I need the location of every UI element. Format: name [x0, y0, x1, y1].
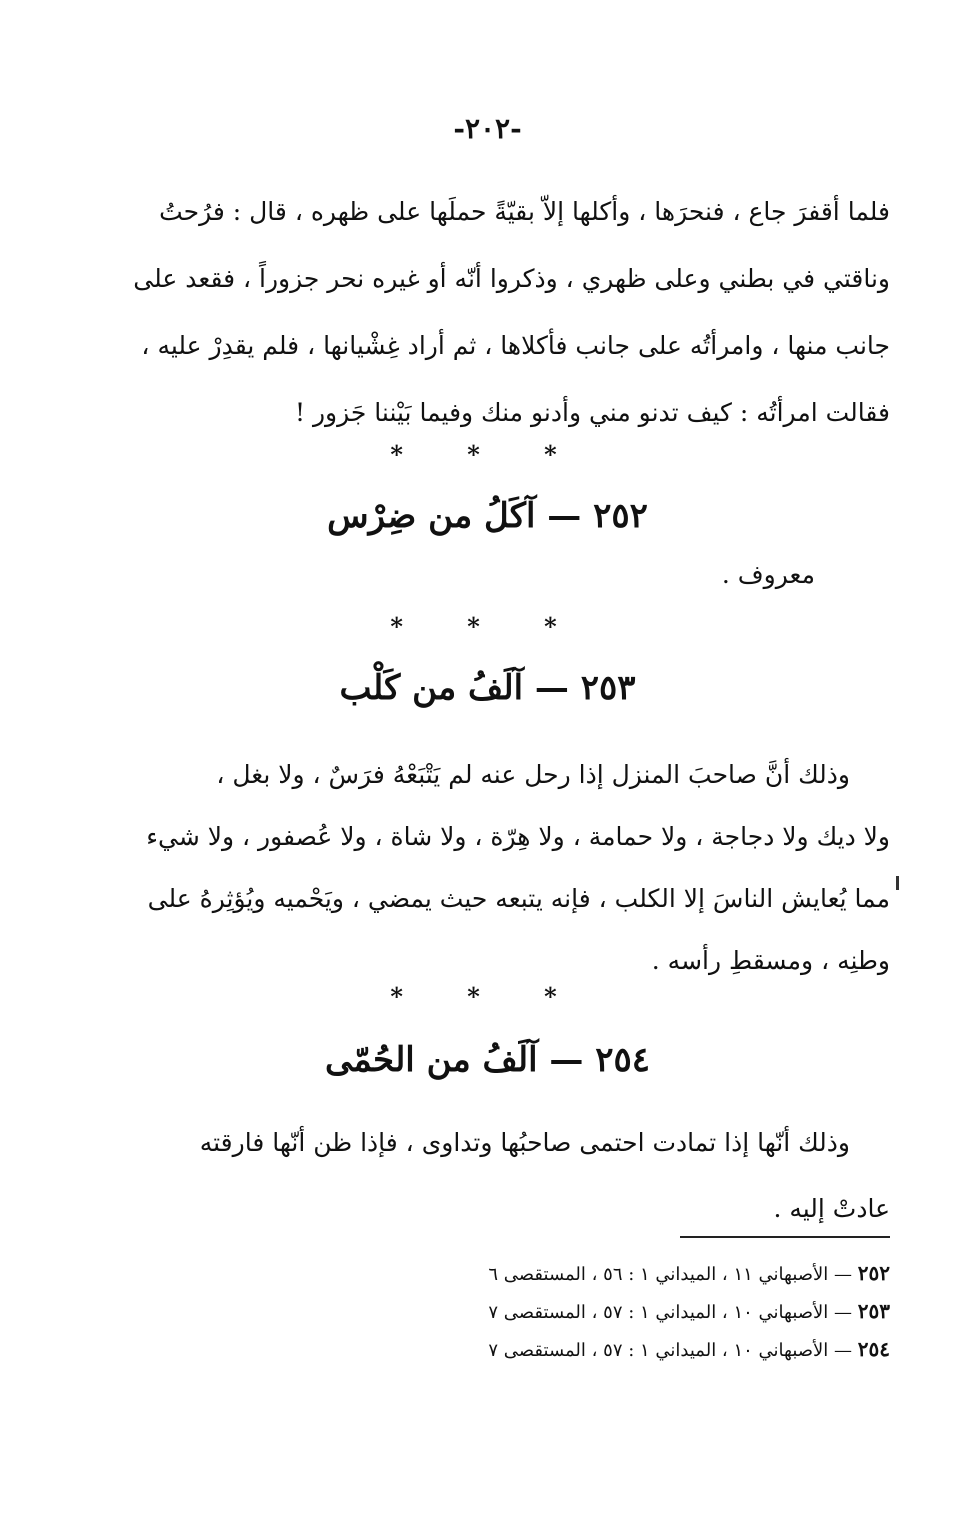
footnote-item — [390, 1254, 890, 1292]
footnote-item — [390, 1292, 890, 1330]
paragraph-line: وذلك أنّها إذا تمادت احتمى صاحبُها وتداوى ، فإذا ظن أنّها فارقته — [199, 1128, 850, 1157]
paragraph-line: معروف . — [721, 560, 815, 589]
paragraph-line: وطنِه ، ومسقطِ رأسه . — [651, 946, 890, 975]
footnote-number: ٢٥٣ — [857, 1299, 890, 1323]
entry-252-heading: ٢٥٢ — آكَلُ من ضِرْس — [327, 496, 648, 536]
paragraph-line: جانب منها ، وامرأتُه على جانب فأكلاها ، ثم أراد غِشْيانها ، فلم يقدِرْ عليه ، — [141, 331, 890, 360]
paragraph-line: ولا ديك ولا دجاجة ، ولا حمامة ، ولا هِرّة ، ولا شاة ، ولا عُصفور ، ولا شيء — [146, 822, 890, 851]
footnotes — [390, 1254, 890, 1368]
entry-253-body — [146, 744, 890, 992]
section-separator: * * * — [390, 612, 585, 641]
paragraph-line: مما يُعايش الناسَ إلا الكلب ، فإنه يتبعه حيث يمضي ، ويَحْميه ويُؤثِرهُ على — [147, 884, 890, 913]
footnote-number: ٢٥٢ — [857, 1261, 890, 1285]
section-separator: * * * — [390, 982, 585, 1011]
margin-mark — [896, 876, 899, 890]
paragraph-line: فقالت امرأتُه : كيف تدنو مني وأدنو منك وفيما بَيْننا جَزور ! — [294, 398, 890, 427]
page-number: -٢٠٢- — [453, 112, 522, 145]
footnote-text: — الأصبهاني ١٠ ، الميداني ١ : ٥٧ ، المستقصى ٧ — [488, 1340, 853, 1361]
footnote-text: — الأصبهاني ١١ ، الميداني ١ : ٥٦ ، المستقصى ٦ — [488, 1264, 853, 1285]
section-separator: * * * — [390, 440, 585, 469]
paragraph-line: فلما أقفرَ جاع ، فنحرَها ، وأكلها إلاّ بقيّةً حملَها على ظهره ، قال : فرُحتُ — [159, 197, 890, 226]
footnote-divider — [680, 1236, 890, 1238]
entry-252-body — [185, 560, 815, 590]
entry-251-continuation — [133, 178, 890, 446]
entry-253-heading: ٢٥٣ — آلَفُ من كَلْب — [339, 668, 636, 708]
paragraph-line: وناقتي في بطني وعلى ظهري ، وذكروا أنّه أو غيره نحر جزوراً ، فقعد على — [133, 264, 890, 293]
paragraph-line: وذلك أنَّ صاحبَ المنزل إذا رحل عنه لم يَتْبَعْهُ فرَسٌ ، ولا بغل ، — [216, 760, 850, 789]
paragraph-line: عادتْ إليه . — [773, 1194, 890, 1223]
footnote-item — [390, 1330, 890, 1368]
footnote-text: — الأصبهاني ١٠ ، الميداني ١ : ٥٧ ، المستقصى ٧ — [488, 1302, 853, 1323]
entry-254-heading: ٢٥٤ — آلَفُ من الحُمّى — [325, 1040, 650, 1080]
footnote-number: ٢٥٤ — [857, 1337, 890, 1361]
entry-254-body — [185, 1110, 890, 1242]
